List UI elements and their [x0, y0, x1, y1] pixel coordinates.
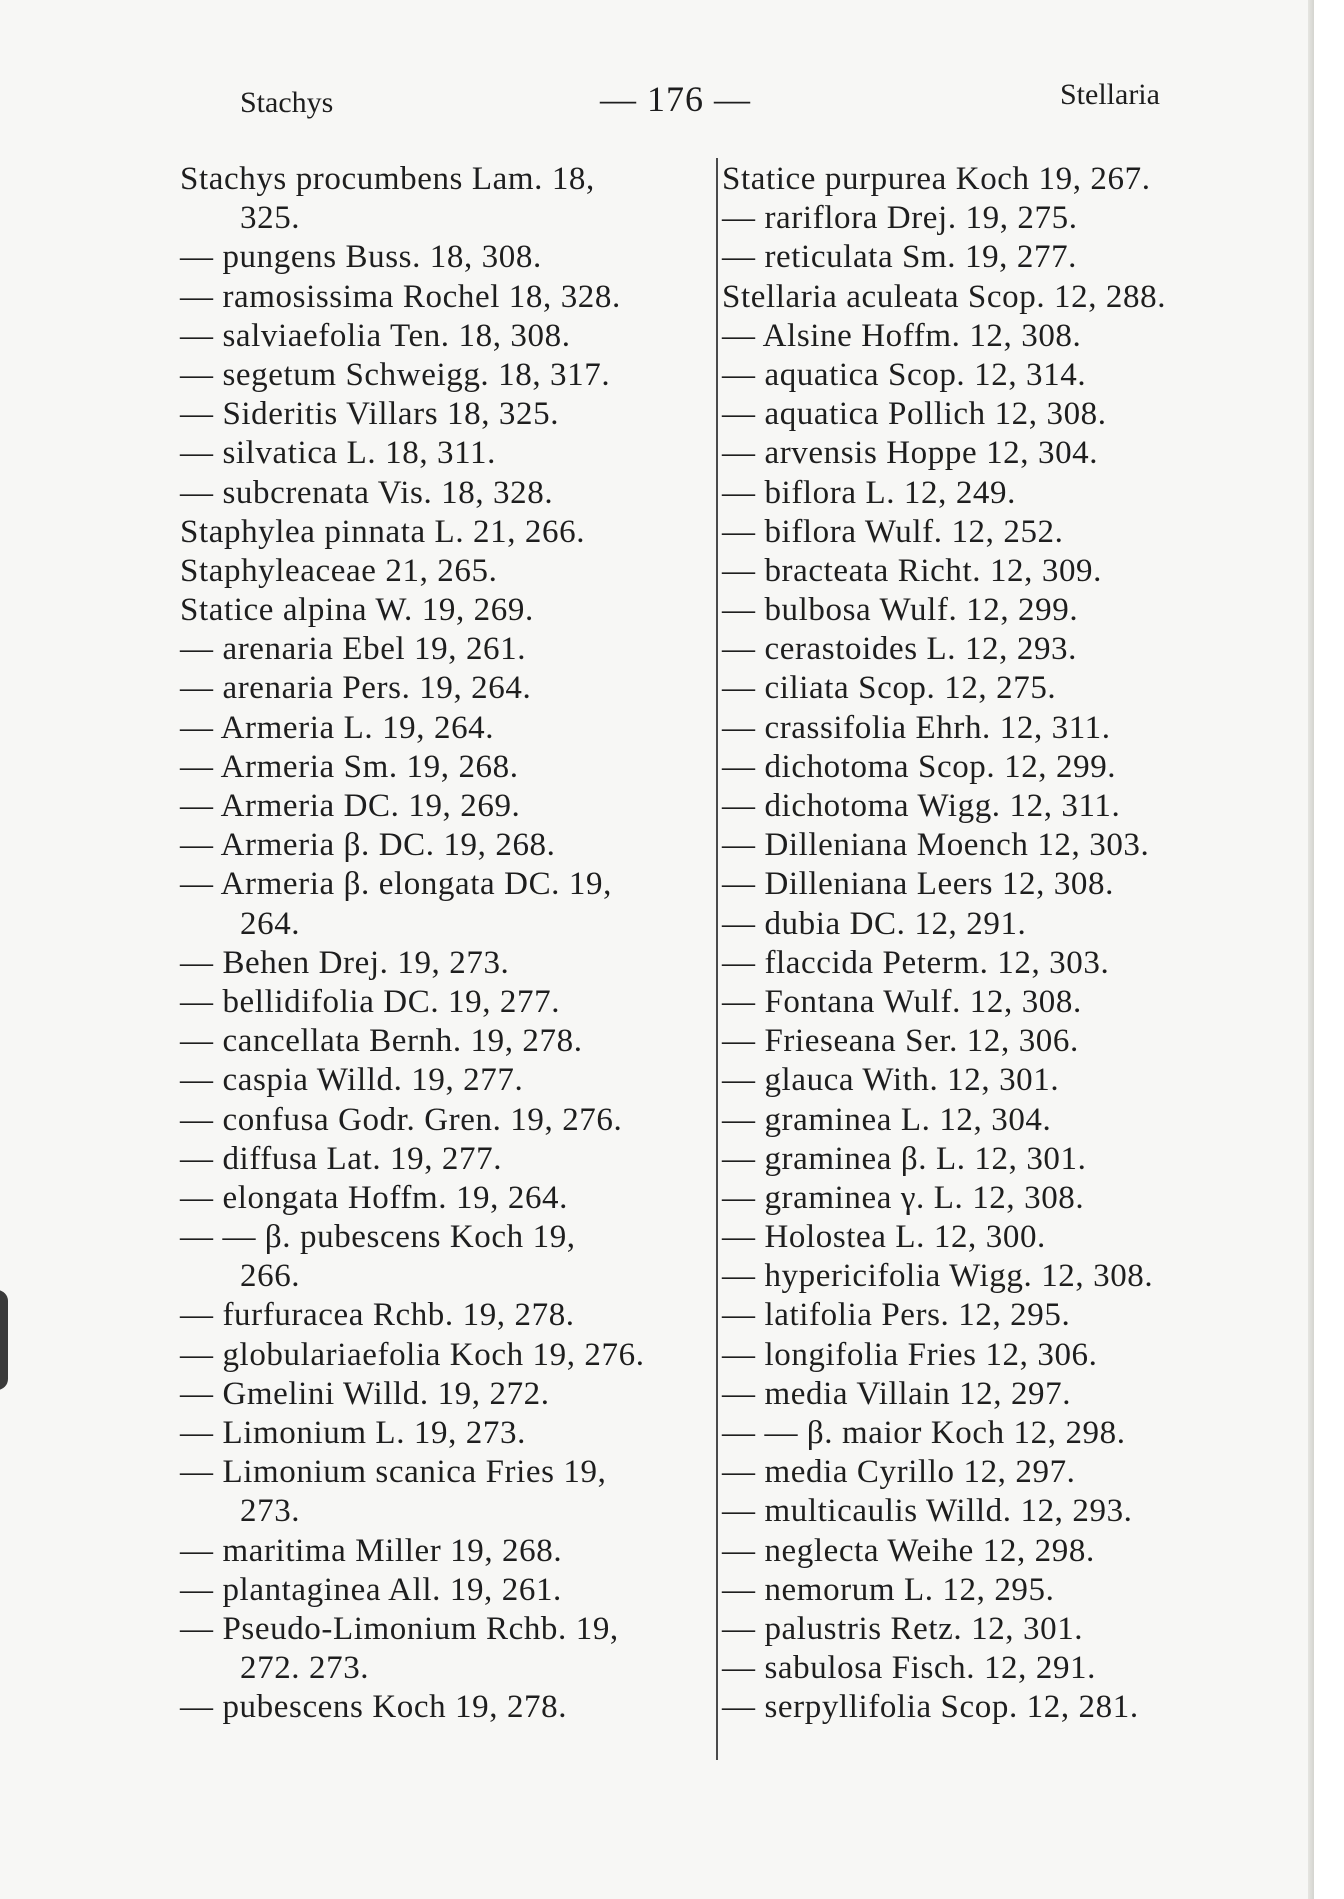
index-entry: — pungens Buss. 18, 308.: [180, 239, 542, 276]
index-entry: — plantaginea All. 19, 261.: [180, 1571, 562, 1608]
index-entry: — diffusa Lat. 19, 277.: [180, 1140, 503, 1177]
index-entry: — maritima Miller 19, 268.: [180, 1532, 563, 1569]
index-entry: Staphylea pinnata L. 21, 266.: [180, 513, 586, 550]
index-entry: — Dilleniana Moench 12, 303.: [722, 827, 1150, 864]
index-entry: — Armeria DC. 19, 269.: [180, 788, 521, 824]
index-entry: — aquatica Pollich 12, 308.: [722, 396, 1107, 433]
column-divider: [716, 158, 718, 1760]
index-column-left: [180, 160, 720, 1728]
index-entry: — arvensis Hoppe 12, 304.: [722, 435, 1099, 472]
index-entry: — reticulata Sm. 19, 277.: [722, 239, 1078, 276]
page-number: — 176 —: [600, 79, 751, 119]
index-entry: Statice alpina W. 19, 269.: [180, 592, 534, 629]
index-entry: — Armeria β. elongata DC. 19,: [180, 866, 612, 903]
index-entry: — — β. maior Koch 12, 298.: [722, 1415, 1126, 1451]
index-entry: — silvatica L. 18, 311.: [180, 435, 496, 472]
index-entry: — nemorum L. 12, 295.: [722, 1571, 1055, 1608]
index-column-right: [722, 160, 1282, 1728]
index-entry: — Limonium scanica Fries 19,: [180, 1454, 607, 1491]
index-entry: — subcrenata Vis. 18, 328.: [180, 474, 554, 511]
index-entry: — arenaria Ebel 19, 261.: [180, 631, 527, 668]
index-entry: — furfuracea Rchb. 19, 278.: [180, 1297, 575, 1334]
running-head: [0, 78, 1344, 138]
index-entry: — media Villain 12, 297.: [722, 1375, 1072, 1412]
index-entry: — ciliata Scop. 12, 275.: [722, 670, 1057, 707]
index-entry-continuation: 272. 273.: [240, 1650, 370, 1687]
index-entry: — caspia Willd. 19, 277.: [180, 1062, 524, 1099]
page-edge: [1314, 0, 1344, 1899]
index-entry: — graminea β. L. 12, 301.: [722, 1140, 1087, 1177]
index-entry-continuation: 273.: [240, 1493, 301, 1530]
index-entry: — bulbosa Wulf. 12, 299.: [722, 592, 1079, 629]
index-entry: — biflora L. 12, 249.: [722, 474, 1016, 511]
index-entry: — palustris Retz. 12, 301.: [722, 1610, 1084, 1647]
index-entry: — segetum Schweigg. 18, 317.: [180, 356, 611, 393]
index-entry: — rariflora Drej. 19, 275.: [722, 200, 1078, 237]
index-entry: — media Cyrillo 12, 297.: [722, 1454, 1076, 1491]
index-entry: — Armeria L. 19, 264.: [180, 709, 495, 746]
index-entry: — ramosissima Rochel 18, 328.: [180, 278, 621, 315]
index-entry: — — β. pubescens Koch 19,: [180, 1219, 576, 1256]
index-entry: — Alsine Hoffm. 12, 308.: [722, 317, 1082, 354]
index-entry: — serpyllifolia Scop. 12, 281.: [722, 1689, 1139, 1726]
index-entry-continuation: 325.: [240, 200, 301, 237]
index-entry: — sabulosa Fisch. 12, 291.: [722, 1650, 1097, 1687]
index-entry: — biflora Wulf. 12, 252.: [722, 513, 1064, 550]
index-entry: — Frieseana Ser. 12, 306.: [722, 1023, 1079, 1060]
index-entry: — dubia DC. 12, 291.: [722, 905, 1027, 942]
index-entry: — glauca With. 12, 301.: [722, 1062, 1060, 1099]
index-entry: — graminea L. 12, 304.: [722, 1101, 1052, 1138]
index-entry: — salviaefolia Ten. 18, 308.: [180, 317, 571, 354]
index-entry: — Pseudo-Limonium Rchb. 19,: [180, 1610, 619, 1647]
index-entry: — Gmelini Willd. 19, 272.: [180, 1375, 550, 1412]
index-entry: — cerastoides L. 12, 293.: [722, 631, 1078, 668]
index-entry: — bellidifolia DC. 19, 277.: [180, 983, 561, 1020]
index-entry: — globulariaefolia Koch 19, 276.: [180, 1336, 645, 1373]
index-entry: Stachys procumbens Lam. 18,: [180, 161, 595, 197]
index-entry: — Behen Drej. 19, 273.: [180, 944, 510, 981]
running-head-right: Stellaria: [1060, 78, 1160, 111]
index-entry: — crassifolia Ehrh. 12, 311.: [722, 709, 1111, 746]
index-entry: — graminea γ. L. 12, 308.: [722, 1179, 1085, 1216]
index-entry-continuation: 266.: [240, 1258, 301, 1295]
index-entry: — latifolia Pers. 12, 295.: [722, 1297, 1071, 1334]
index-entry: — Fontana Wulf. 12, 308.: [722, 983, 1082, 1020]
index-entry: — multicaulis Willd. 12, 293.: [722, 1493, 1133, 1530]
index-entry: — Sideritis Villars 18, 325.: [180, 396, 560, 433]
index-entry: — Armeria β. DC. 19, 268.: [180, 827, 556, 864]
index-entry: — Dilleniana Leers 12, 308.: [722, 866, 1114, 903]
index-entry: — Limonium L. 19, 273.: [180, 1415, 526, 1451]
index-entry: Staphyleaceae 21, 265.: [180, 552, 498, 589]
index-entry: — longifolia Fries 12, 306.: [722, 1336, 1098, 1373]
index-entry: — Armeria Sm. 19, 268.: [180, 748, 519, 785]
index-entry: — flaccida Peterm. 12, 303.: [722, 944, 1110, 981]
index-entry: — dichotoma Scop. 12, 299.: [722, 748, 1117, 785]
index-entry: — hypericifolia Wigg. 12, 308.: [722, 1258, 1154, 1295]
index-entry: — elongata Hoffm. 19, 264.: [180, 1179, 569, 1216]
index-entry-continuation: 264.: [240, 905, 301, 942]
index-entry: — bracteata Richt. 12, 309.: [722, 552, 1103, 589]
index-entry: — cancellata Bernh. 19, 278.: [180, 1023, 583, 1060]
running-head-left: Stachys: [240, 86, 334, 119]
index-entry: — neglecta Weihe 12, 298.: [722, 1532, 1095, 1569]
scan-edge-mark: [0, 1290, 8, 1390]
index-entry: — aquatica Scop. 12, 314.: [722, 356, 1087, 393]
index-entry: — confusa Godr. Gren. 19, 276.: [180, 1101, 623, 1138]
index-entry: — pubescens Koch 19, 278.: [180, 1689, 568, 1726]
index-entry: Stellaria aculeata Scop. 12, 288.: [722, 278, 1167, 315]
index-entry: — arenaria Pers. 19, 264.: [180, 670, 532, 707]
index-entry: Statice purpurea Koch 19, 267.: [722, 161, 1151, 197]
index-entry: — dichotoma Wigg. 12, 311.: [722, 788, 1121, 824]
index-entry: — Holostea L. 12, 300.: [722, 1219, 1046, 1256]
